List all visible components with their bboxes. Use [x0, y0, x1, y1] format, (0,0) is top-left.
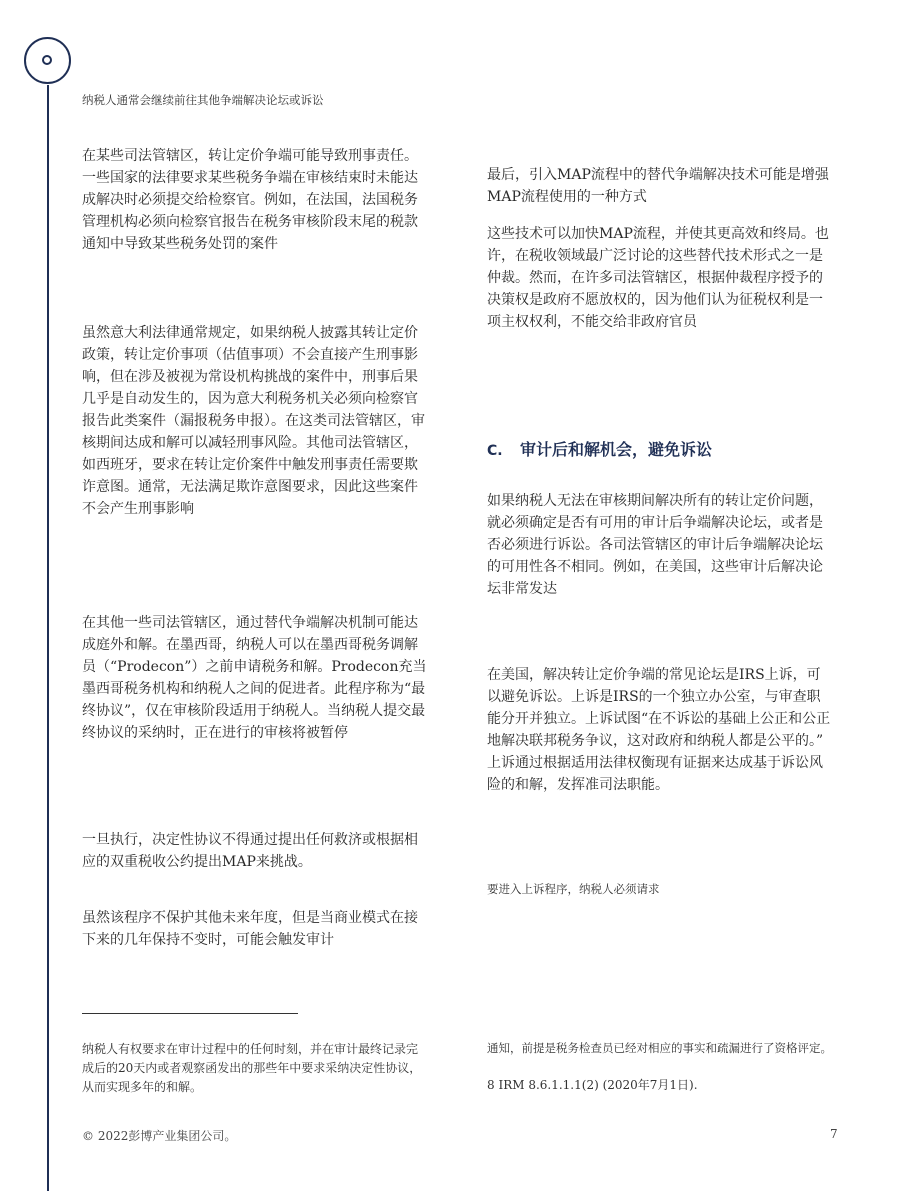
left-paragraph-2: 虽然意大利法律通常规定，如果纳税人披露其转让定价政策，转让定价事项（估值事项）不会直接产生刑事影响，但在涉及被视为常设机构挑战的案件中，刑事后果几乎是自动发生的，因为意大利税务机关必须向检察官报告此类案件（漏报税务申报）。在这类司法管辖区，审核期间达成和解可以减轻刑事风险。其他司法管辖区，如西班牙，要求在转让定价案件中触发刑事责任需要欺诈意图。通常，无法满足欺诈意图要求，因此这些案件不会产生刑事影响 [82, 325, 425, 517]
right-paragraph-5: 要进入上诉程序，纳税人必须请求 [487, 882, 660, 896]
left-paragraph-5: 虽然该程序不保护其他未来年度，但是当商业模式在接下来的几年保持不变时，可能会触发审计 [82, 910, 418, 948]
section-letter: C. [487, 443, 503, 459]
footnote-right-1: 通知，前提是税务检查员已经对相应的事实和疏漏进行了资格评定。 [487, 1041, 832, 1055]
left-margin-rule [47, 85, 49, 1191]
left-paragraph-4: 一旦执行，决定性协议不得通过提出任何救济或根据相应的双重税收公约提出MAP来挑战。 [82, 832, 418, 870]
ring-icon [24, 37, 71, 84]
footnote-right-2: 8 IRM 8.6.1.1.1(2) (2020年7月1日). [487, 1078, 698, 1092]
page-number: 7 [830, 1127, 838, 1141]
right-paragraph-1: 最后，引入MAP流程中的替代争端解决技术可能是增强MAP流程使用的一种方式 [487, 167, 829, 205]
right-paragraph-2: 这些技术可以加快MAP流程，并使其更高效和终局。也许，在税收领域最广泛讨论的这些替代技术形式之一是仲裁。然而，在许多司法管辖区，根据仲裁程序授予的决策权是政府不愿放权的，因为他们认为征税权利是一项主权权利，不能交给非政府官员 [487, 226, 829, 330]
left-paragraph-3: 在其他一些司法管辖区，通过替代争端解决机制可能达成庭外和解。在墨西哥，纳税人可以在墨西哥税务调解员（“Prodecon”）之前申请税务和解。Prodecon充当墨西哥税务机构和纳税人之间的促进者。此程序称为“最终协议”，仅在审核阶段适用于纳税人。当纳税人提交最终协议的采纳时，正在进行的审核将被暂停 [82, 615, 427, 741]
right-paragraph-3: 如果纳税人无法在审核期间解决所有的转让定价问题，就必须确定是否有可用的审计后争端解决论坛，或者是否必须进行诉讼。各司法管辖区的审计后争端解决论坛的可用性各不相同。例如，在美国，这些审计后解决论坛非常发达 [487, 493, 823, 597]
section-title: 审计后和解机会，避免诉讼 [520, 440, 713, 459]
footnote-divider [82, 1013, 298, 1014]
footnote-left: 纳税人有权要求在审计过程中的任何时刻，并在审计最终记录完成后的20天内或者观察函发出的那些年中要求采纳决定性协议，从而实现多年的和解。 [82, 1042, 422, 1094]
running-header: 纳税人通常会继续前往其他争端解决论坛或诉讼 [82, 93, 324, 107]
left-paragraph-1: 在某些司法管辖区，转让定价争端可能导致刑事责任。一些国家的法律要求某些税务争端在审核结束时未能达成解决时必须提交给检察官。例如，在法国，法国税务管理机构必须向检察官报告在税务审核阶段末尾的税款通知中导致某些税务处罚的案件 [82, 148, 418, 252]
ring-dot-icon [42, 55, 52, 65]
right-paragraph-4: 在美国，解决转让定价争端的常见论坛是IRS上诉，可以避免诉讼。上诉是IRS的一个独立办公室，与审查职能分开并独立。上诉试图“在不诉讼的基础上公正和公正地解决联邦税务争议，这对政府和纳税人都是公平的。” 上诉通过根据适用法律权衡现有证据来达成基于诉讼风险的和解，发挥准司法职能。 [487, 667, 831, 793]
copyright: © 2022彭博产业集团公司。 [82, 1129, 237, 1143]
section-heading [487, 437, 712, 460]
